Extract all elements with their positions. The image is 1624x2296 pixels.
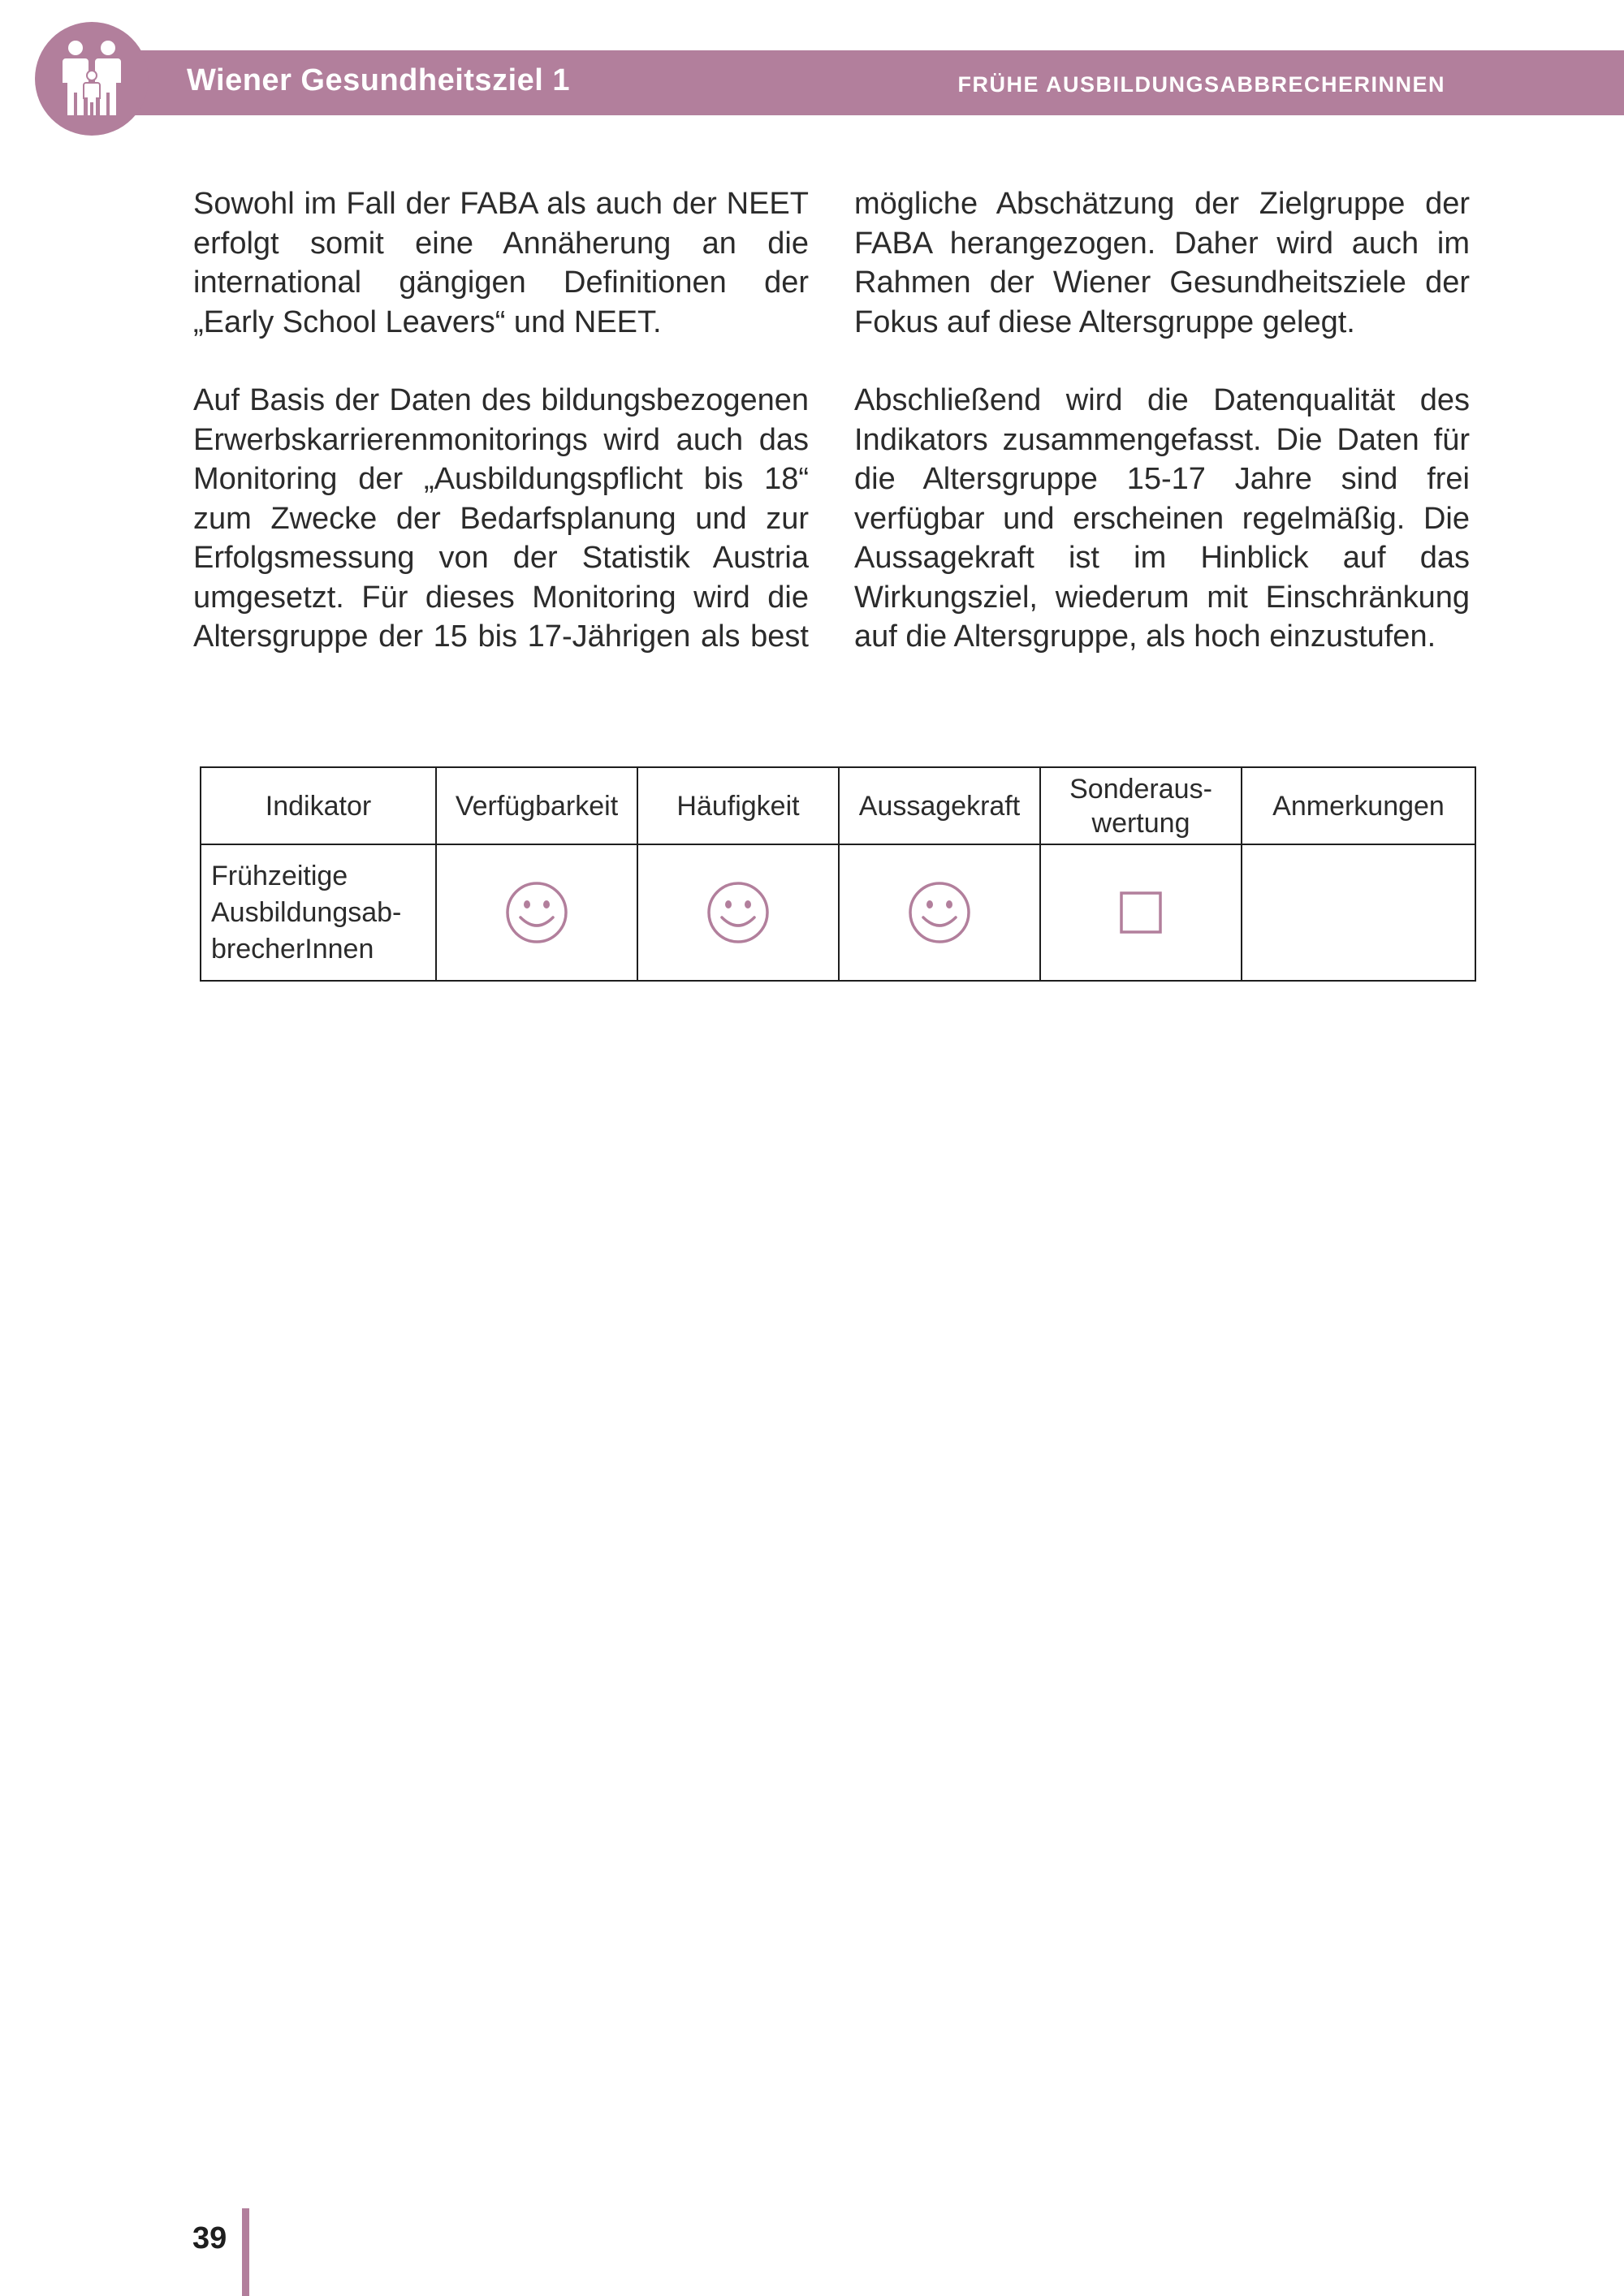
smiley-icon	[907, 880, 972, 945]
indikator-cell: Frühzeitige Ausbildungsab-brecherInnen	[201, 844, 436, 981]
column-header-indikator: Indikator	[201, 767, 436, 844]
paragraph: mögliche Abschätzung der Zielgruppe der FABA herangezogen. Daher wird auch im Rahmen der Wiener Gesundheitsziele der Fokus auf diese Altersgruppe gelegt.	[854, 187, 1470, 339]
page-number-bar	[242, 2208, 249, 2296]
verfuegbarkeit-cell	[436, 844, 637, 981]
family-icon	[58, 38, 126, 119]
table-row	[201, 844, 1475, 981]
smiley-icon	[706, 880, 771, 945]
paragraph: Sowohl im Fall der FABA als auch der NEET erfolgt somit eine Annäherung an die international gängigen Definitionen der „Early School Leavers“ und NEET.	[193, 187, 809, 339]
column-header-aussagekraft: Aussagekraft	[839, 767, 1040, 844]
indicator-table	[200, 766, 1476, 982]
right-column	[854, 184, 1470, 696]
aussagekraft-cell	[839, 844, 1040, 981]
paragraph: Abschließend wird die Datenqualität des Indikators zusammengefasst. Die Daten für die Altersgruppe 15-17 Jahre sind frei verfügbar und erscheinen regelmäßig. Die Aussagekraft ist im Hinblick auf das Wirkungsziel, wiederum mit Einschränkung auf die Altersgruppe, als hoch einzustufen.	[854, 383, 1470, 654]
anmerkungen-cell	[1242, 844, 1475, 981]
header-logo	[35, 22, 149, 136]
left-column	[193, 184, 809, 696]
header-title: Wiener Gesundheitsziel 1	[187, 63, 571, 97]
page-number: 39	[192, 2221, 227, 2255]
empty-checkbox-icon	[1119, 891, 1163, 934]
column-header-verfuegbarkeit: Verfügbarkeit	[436, 767, 637, 844]
paragraph: Auf Basis der Daten des bildungsbezogenen Erwerbskarrierenmonitorings wird auch das Monitoring der „Ausbildungspflicht bis 18“ zum Zwecke der Bedarfsplanung und zur Erfolgsmessung von der Statistik Austria umgesetzt. Für dieses Monitoring wird die Altersgruppe der 15 bis 17-Jährigen als best	[193, 383, 809, 654]
haeufigkeit-cell	[637, 844, 839, 981]
column-header-sonderauswertung: Sonderaus-wertung	[1040, 767, 1242, 844]
header-section-title: FRÜHE AUSBILDUNGSABBRECHERINNEN	[957, 72, 1445, 97]
sonderauswertung-cell	[1040, 844, 1242, 981]
table-header-row	[201, 767, 1475, 844]
smiley-icon	[504, 880, 569, 945]
column-header-anmerkungen: Anmerkungen	[1242, 767, 1475, 844]
column-header-haeufigkeit: Häufigkeit	[637, 767, 839, 844]
